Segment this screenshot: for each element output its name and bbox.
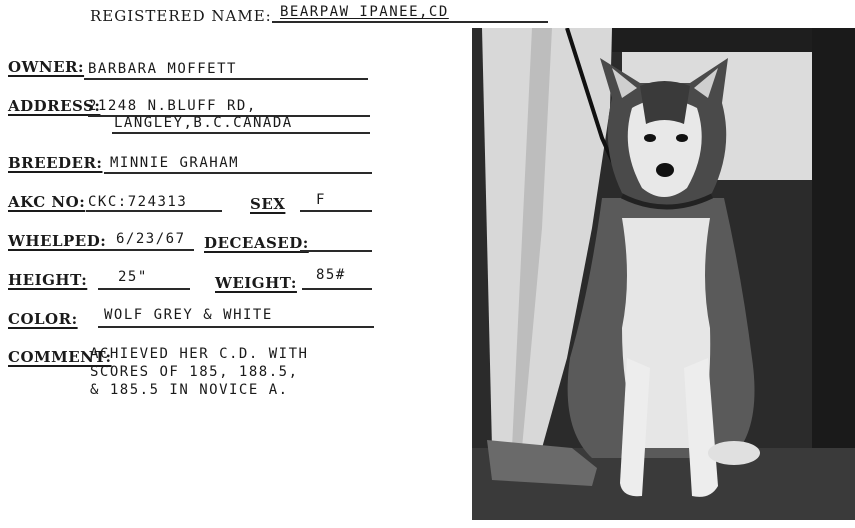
comment-line-2: SCORES OF 185, 188.5, — [90, 364, 299, 380]
sex-label: SEX — [250, 195, 286, 213]
comment-line-1: ACHIEVED HER C.D. WITH — [90, 346, 309, 362]
weight-label: WEIGHT: — [215, 274, 297, 292]
height-line — [98, 288, 190, 290]
whelped-label: WHELPED: — [8, 232, 107, 250]
akc-label: AKC NO: — [8, 193, 86, 211]
whelped-value: 6/23/67 — [116, 231, 186, 247]
color-label: COLOR: — [8, 310, 78, 328]
address-line2: LANGLEY,B.C.CANADA — [114, 115, 293, 131]
breeder-label: BREEDER: — [8, 154, 103, 172]
breeder-value: MINNIE GRAHAM — [110, 155, 240, 171]
registered-name-label: REGISTERED NAME: — [90, 7, 272, 25]
color-line — [98, 326, 374, 328]
sex-line — [300, 210, 372, 212]
owner-line — [84, 78, 368, 80]
weight-line — [302, 288, 372, 290]
address-line2-rule — [112, 132, 370, 134]
akc-value: CKC:724313 — [88, 194, 188, 210]
owner-label: OWNER: — [8, 58, 85, 76]
comment-line-3: & 185.5 IN NOVICE A. — [90, 382, 289, 398]
breeder-line — [104, 172, 372, 174]
deceased-line — [300, 250, 372, 252]
whelped-line — [100, 249, 194, 251]
registered-name-value: BEARPAW IPANEE,CD — [280, 4, 449, 20]
address-label: ADDRESS: — [8, 97, 101, 115]
height-value: 25" — [118, 269, 148, 285]
sex-value: F — [316, 192, 326, 208]
height-label: HEIGHT: — [8, 271, 88, 289]
weight-value: 85# — [316, 267, 346, 283]
dog-photo — [472, 28, 855, 520]
akc-line — [86, 210, 222, 212]
address-line1: 21248 N.BLUFF RD, — [88, 98, 257, 114]
deceased-label: DECEASED: — [204, 234, 309, 252]
comment-label: COMMENT: — [8, 348, 112, 366]
owner-value: BARBARA MOFFETT — [88, 61, 237, 77]
registered-name-line — [272, 21, 548, 23]
color-value: WOLF GREY & WHITE — [104, 307, 273, 323]
